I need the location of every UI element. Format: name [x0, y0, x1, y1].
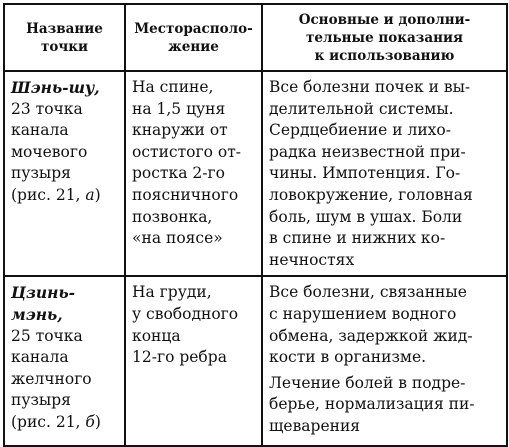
point-name: Цзинь-: [11, 283, 76, 303]
location-cell: На груди, у свободного конца 12-го ребра: [125, 276, 262, 446]
figure-reference: (рис. 21, б): [11, 412, 101, 431]
figure-reference: (рис. 21, а): [11, 185, 101, 204]
header-location: Месторасполо- жение: [125, 4, 262, 71]
point-name: мэнь,: [11, 304, 63, 324]
indications-cell: [262, 276, 507, 446]
header-point-name: Название точки: [4, 4, 125, 71]
header-indications: Основные и дополни- тельные показания к использованию: [262, 4, 507, 71]
point-name: Шэнь-шу,: [11, 78, 100, 97]
table-header-row: [4, 4, 507, 71]
indications-paragraph: Все болезни, связанные с нарушением водного обмена, задержкой жид- кости в организме.: [269, 283, 473, 367]
table-row: [4, 276, 507, 446]
indications-paragraph: Лечение болей в подре- берье, нормализация пи- щеварения: [269, 373, 475, 435]
point-cell: Цзинь- мэнь, 25 точка канала желчного пузыря (рис. 21, б): [4, 276, 125, 446]
indications-paragraph: Все болезни почек и вы- делительной системы. Сердцебиение и лихо- радка неизвестной при- чины. Импотенция. Го- ловокружение, головная боль, шум в ушах. Боли в спине и нижних ко- нечностях: [269, 78, 473, 269]
table-row: [4, 71, 507, 276]
acupoint-table: [3, 3, 508, 447]
location-cell: На спине, на 1,5 цуня кнаружи от остистого от- ростка 2-го поясничного позвонка, «на поясе»: [125, 71, 262, 276]
point-cell: Шэнь-шу, 23 точка канала мочевого пузыря (рис. 21, а): [4, 71, 125, 276]
indications-cell: [262, 71, 507, 276]
